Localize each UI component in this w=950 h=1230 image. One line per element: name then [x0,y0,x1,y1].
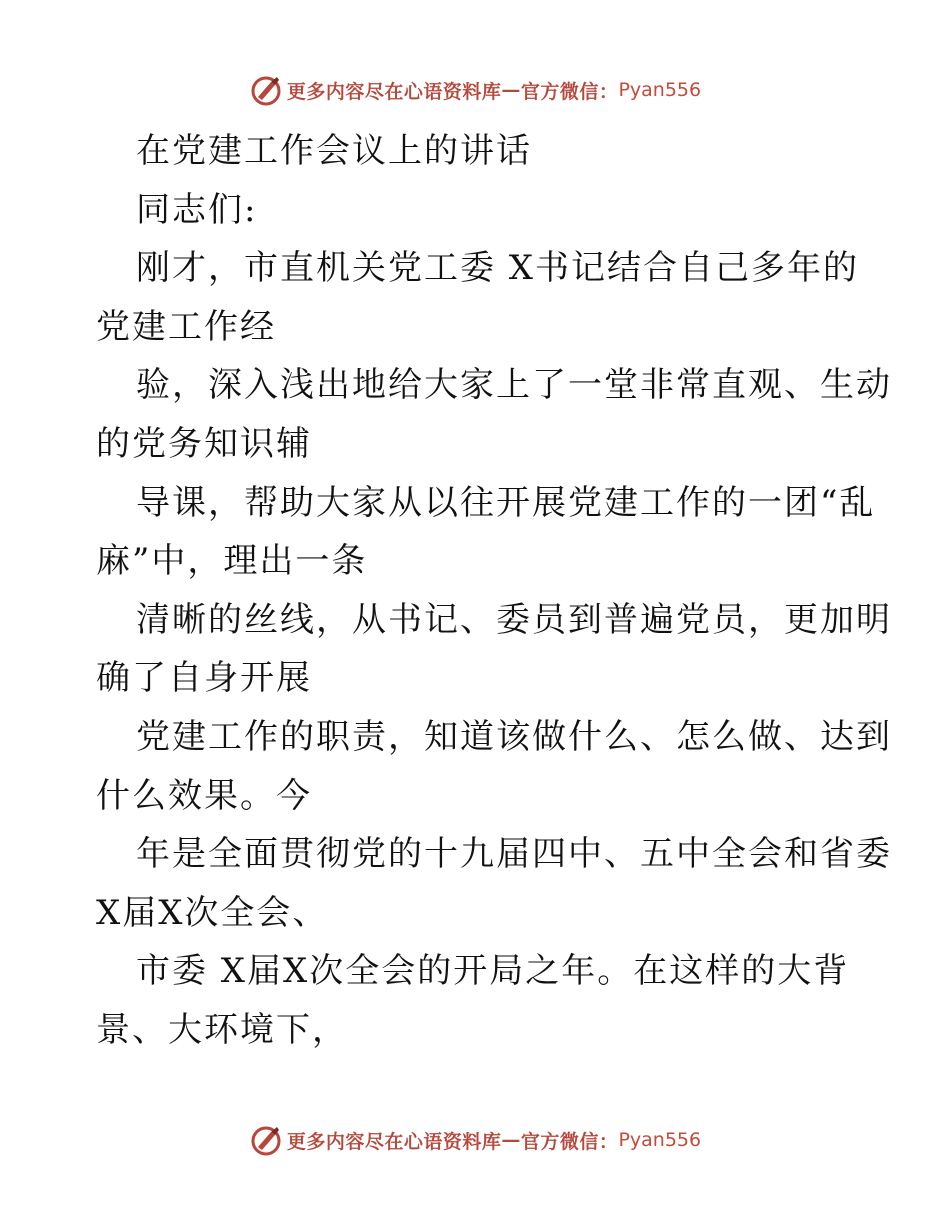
doc-line: 党建工作的职责，知道该做什么、怎么做、达到 [136,716,892,757]
brand-logo-icon [249,73,283,107]
doc-line: 同志们: [136,189,258,230]
brand-logo-icon [249,1123,283,1157]
banner-dash: — [501,79,521,101]
doc-line: 的党务知识辅 [96,423,312,464]
doc-line: 党建工作经 [96,306,276,347]
doc-line: 刚才，市直机关党工委 X书记结合自己多年的 [136,248,860,289]
banner-dash: — [501,1129,521,1151]
doc-line: 确了自身开展 [96,658,312,699]
banner-main-text: 更多内容尽在心语资料库 [286,80,502,103]
doc-line: 年是全面贯彻党的十九届四中、五中全会和省委 [136,834,892,875]
banner-wechat-label: 官方微信： [520,1130,619,1153]
document-body [96,122,892,1060]
doc-line: X届X次全会、 [96,892,329,933]
banner-wechat-label: 官方微信： [520,80,619,103]
doc-line: 导课，帮助大家从以往开展党建工作的一团“乱 [136,482,876,523]
doc-line: 景、大环境下， [96,1009,348,1050]
doc-title: 在党建工作会议上的讲话 [136,131,532,171]
banner-wechat-id: Pyan556 [618,79,702,101]
doc-line: 清晰的丝线，从书记、委员到普遍党员，更加明 [136,599,892,640]
banner-main-text: 更多内容尽在心语资料库 [286,1130,502,1153]
doc-line: 麻”中，理出一条 [96,541,368,582]
doc-line: 市委 X届X次全会的开局之年。在这样的大背 [136,951,850,992]
banner-wechat-id: Pyan556 [618,1129,702,1151]
doc-line: 验，深入浅出地给大家上了一堂非常直观、生动 [136,365,892,406]
doc-line: 什么效果。今 [96,775,312,816]
header-banner [0,70,950,110]
footer-banner [0,1120,950,1160]
